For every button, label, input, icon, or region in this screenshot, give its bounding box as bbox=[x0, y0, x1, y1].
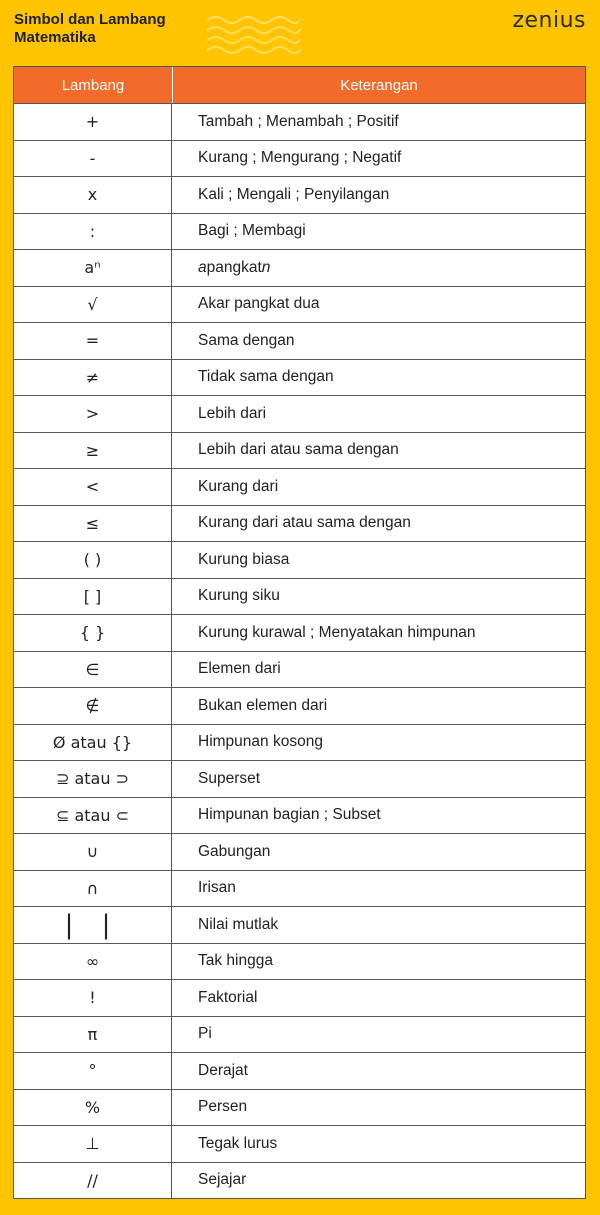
symbol-cell: ⊆ atau ⊂ bbox=[14, 798, 172, 834]
table-row bbox=[14, 140, 585, 177]
column-header-symbol: Lambang bbox=[14, 67, 173, 103]
table-row bbox=[14, 176, 585, 213]
table-row bbox=[14, 541, 585, 578]
table-row bbox=[14, 651, 585, 688]
symbol-cell: √ bbox=[14, 287, 172, 323]
symbol-cell: | | bbox=[14, 907, 172, 943]
description-cell: Elemen dari bbox=[198, 660, 281, 678]
description-cell: Nilai mutlak bbox=[198, 915, 279, 933]
description-cell: Superset bbox=[198, 769, 261, 787]
description-cell: Faktorial bbox=[198, 988, 258, 1006]
title-line-2: Matematika bbox=[14, 29, 96, 46]
wave-decoration-icon bbox=[206, 12, 302, 56]
symbol-cell: ≥ bbox=[14, 433, 172, 469]
symbol-cell: + bbox=[14, 104, 172, 140]
symbol-cell: // bbox=[14, 1163, 172, 1199]
page-title bbox=[14, 11, 166, 47]
table-row bbox=[14, 578, 585, 615]
description-cell: Pi bbox=[198, 1025, 212, 1043]
symbol-cell: = bbox=[14, 323, 172, 359]
table-row bbox=[14, 1125, 585, 1162]
symbol-cell: ! bbox=[14, 980, 172, 1016]
symbol-cell: { } bbox=[14, 615, 172, 651]
description-cell: Kurang dari atau sama dengan bbox=[198, 514, 411, 532]
description-cell: Sama dengan bbox=[198, 331, 295, 349]
symbols-table bbox=[13, 66, 586, 1199]
column-header-description: Keterangan bbox=[340, 76, 418, 94]
symbol-cell: ≠ bbox=[14, 360, 172, 396]
table-row bbox=[14, 395, 585, 432]
symbol-cell: ∩ bbox=[14, 871, 172, 907]
description-cell: Kali ; Mengali ; Penyilangan bbox=[198, 185, 390, 203]
description-cell: Akar pangkat dua bbox=[198, 295, 320, 313]
table-header bbox=[14, 67, 585, 103]
symbol-cell: % bbox=[14, 1090, 172, 1126]
description-cell: Persen bbox=[198, 1098, 248, 1116]
description-cell: Tidak sama dengan bbox=[198, 368, 334, 386]
table-row bbox=[14, 833, 585, 870]
description-cell: Bukan elemen dari bbox=[198, 696, 328, 714]
symbol-cell: ∈ bbox=[14, 652, 172, 688]
symbol-cell: ∉ bbox=[14, 688, 172, 724]
description-cell: Kurung kurawal ; Menyatakan himpunan bbox=[198, 623, 476, 641]
symbol-cell: ∞ bbox=[14, 944, 172, 980]
symbol-cell: ° bbox=[14, 1053, 172, 1089]
brand-logo: zenius bbox=[512, 8, 586, 33]
description-cell: Tegak lurus bbox=[198, 1134, 278, 1152]
symbol-cell: ≤ bbox=[14, 506, 172, 542]
description-cell: a pangkat n bbox=[198, 258, 271, 276]
symbol-cell: ⊇ atau ⊃ bbox=[14, 761, 172, 797]
symbol-cell: aⁿ bbox=[14, 250, 172, 286]
table-row bbox=[14, 468, 585, 505]
table-row bbox=[14, 724, 585, 761]
description-cell: Gabungan bbox=[198, 842, 271, 860]
table-row bbox=[14, 797, 585, 834]
description-cell: Kurang ; Mengurang ; Negatif bbox=[198, 149, 402, 167]
symbol-cell: ( ) bbox=[14, 542, 172, 578]
description-cell: Himpunan bagian ; Subset bbox=[198, 806, 381, 824]
symbol-cell: < bbox=[14, 469, 172, 505]
title-line-1: Simbol dan Lambang bbox=[14, 11, 166, 28]
header bbox=[0, 0, 600, 64]
symbol-cell: π bbox=[14, 1017, 172, 1053]
symbol-cell: ⊥ bbox=[14, 1126, 172, 1162]
description-cell: Kurang dari bbox=[198, 477, 279, 495]
table-row bbox=[14, 943, 585, 980]
table-row bbox=[14, 870, 585, 907]
description-cell: Bagi ; Membagi bbox=[198, 222, 306, 240]
symbol-cell: Ø atau {} bbox=[14, 725, 172, 761]
description-cell: Tambah ; Menambah ; Positif bbox=[198, 112, 399, 130]
table-row bbox=[14, 1089, 585, 1126]
table-row bbox=[14, 359, 585, 396]
description-cell: Kurung biasa bbox=[198, 550, 290, 568]
table-row bbox=[14, 1052, 585, 1089]
table-row bbox=[14, 1162, 585, 1199]
table-row bbox=[14, 432, 585, 469]
table-row bbox=[14, 286, 585, 323]
description-cell: Sejajar bbox=[198, 1171, 247, 1189]
description-cell: Himpunan kosong bbox=[198, 733, 323, 751]
symbol-cell: > bbox=[14, 396, 172, 432]
description-cell: Lebih dari atau sama dengan bbox=[198, 441, 399, 459]
symbol-cell: x bbox=[14, 177, 172, 213]
symbol-cell: ∪ bbox=[14, 834, 172, 870]
description-cell: Tak hingga bbox=[198, 952, 273, 970]
symbol-cell: [ ] bbox=[14, 579, 172, 615]
description-cell: Irisan bbox=[198, 879, 236, 897]
description-cell: Derajat bbox=[198, 1061, 248, 1079]
table-row bbox=[14, 979, 585, 1016]
table-row bbox=[14, 687, 585, 724]
symbol-cell: : bbox=[14, 214, 172, 250]
description-cell: Lebih dari bbox=[198, 404, 267, 422]
description-cell: Kurung siku bbox=[198, 587, 280, 605]
table-row bbox=[14, 906, 585, 943]
table-row bbox=[14, 249, 585, 286]
table-row bbox=[14, 322, 585, 359]
table-row bbox=[14, 1016, 585, 1053]
table-row bbox=[14, 505, 585, 542]
table-row bbox=[14, 103, 585, 140]
table-row bbox=[14, 760, 585, 797]
table-body bbox=[14, 103, 585, 1198]
symbol-cell: - bbox=[14, 141, 172, 177]
table-row bbox=[14, 213, 585, 250]
table-row bbox=[14, 614, 585, 651]
